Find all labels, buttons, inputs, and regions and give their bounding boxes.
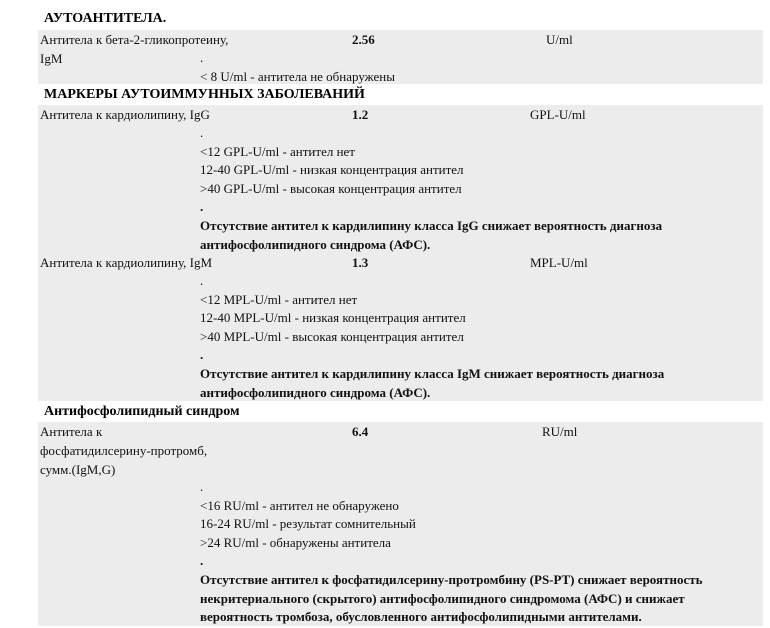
conclusion-line: Отсутствие антител к кардилипину класса IgM снижает вероятность диагноза	[200, 365, 665, 381]
conclusion-line: Отсутствие антител к кардилипину класса IgG снижает вероятность диагноза	[200, 217, 663, 233]
test-value: 1.3	[352, 255, 369, 270]
note-line: <12 MPL-U/ml - антител нет	[200, 291, 358, 307]
note-line: >40 GPL-U/ml - высокая концентрация антител	[200, 180, 462, 196]
test-name-line: фосфатидилсерину-протромб,	[40, 443, 208, 458]
note-line: <16 RU/ml - антител не обнаружено	[200, 497, 399, 513]
note-line: < 8 U/ml - антитела не обнаружены	[200, 68, 395, 84]
test-name: Антитела к кардиолипину, IgM	[40, 255, 213, 270]
section-title-autoimmune-markers: МАРКЕРЫ АУТОИММУННЫХ ЗАБОЛЕВАНИЙ	[44, 87, 365, 102]
result-row-cardiolipin-igm	[38, 253, 763, 401]
note-line: >24 RU/ml - обнаружены антитела	[200, 534, 391, 550]
note-line: >40 MPL-U/ml - высокая концентрация антител	[200, 328, 464, 344]
test-name	[40, 422, 230, 479]
note-line: .	[200, 50, 204, 65]
conclusion-line: антифосфолипидного синдрома (АФС).	[200, 384, 431, 400]
test-unit: MPL-U/ml	[530, 255, 588, 270]
test-value: 6.4	[352, 424, 369, 439]
conclusion-line: некритериального (скрытого) антифосфолипидного синдромома (АФС) и снижает	[200, 590, 685, 606]
test-unit: U/ml	[546, 32, 573, 47]
test-name-line: сумм.(IgM,G)	[40, 462, 116, 477]
note-line: 12-40 GPL-U/ml - низкая концентрация антител	[200, 162, 464, 178]
reference-notes	[200, 124, 662, 254]
reference-notes	[200, 478, 703, 627]
note-line: <12 GPL-U/ml - антител нет	[200, 143, 355, 159]
test-name-line: Антитела к	[40, 424, 103, 439]
section-title-antiphospholipid: Антифосфолипидный синдром	[44, 404, 240, 419]
result-row-ps-pt	[38, 422, 763, 626]
test-unit: GPL-U/ml	[530, 107, 586, 122]
conclusion-line: антифосфолипидного синдрома (АФС).	[200, 236, 431, 252]
test-name: Антитела к бета-2-гликопротеину, IgM	[40, 32, 229, 66]
conclusion-line: вероятность тромбоза, обусловленного антифосфолипидными антителами.	[200, 609, 642, 625]
test-unit: RU/ml	[542, 424, 578, 439]
note-line: .	[200, 199, 204, 215]
note-line: 16-24 RU/ml - результат сомнительный	[200, 516, 416, 532]
note-line: .	[200, 479, 204, 494]
result-row-cardiolipin-igg	[38, 105, 763, 253]
test-name: Антитела к кардиолипину, IgG	[40, 107, 210, 122]
result-row-b2gp-igm	[38, 30, 763, 84]
note-line: .	[200, 347, 204, 363]
conclusion-line: Отсутствие антител к фосфатидилсерину-протромбину (PS-PT) снижает вероятность	[200, 571, 703, 587]
reference-notes	[200, 49, 395, 86]
note-line: 12-40 MPL-U/ml - низкая концентрация антител	[200, 310, 466, 326]
reference-notes	[200, 272, 664, 402]
test-value: 2.56	[352, 32, 375, 47]
test-value: 1.2	[352, 107, 369, 122]
note-line: .	[200, 125, 204, 140]
note-line: .	[200, 553, 204, 569]
section-title-autoantibodies: АУТОАНТИТЕЛА.	[44, 11, 167, 26]
note-line: .	[200, 273, 204, 288]
